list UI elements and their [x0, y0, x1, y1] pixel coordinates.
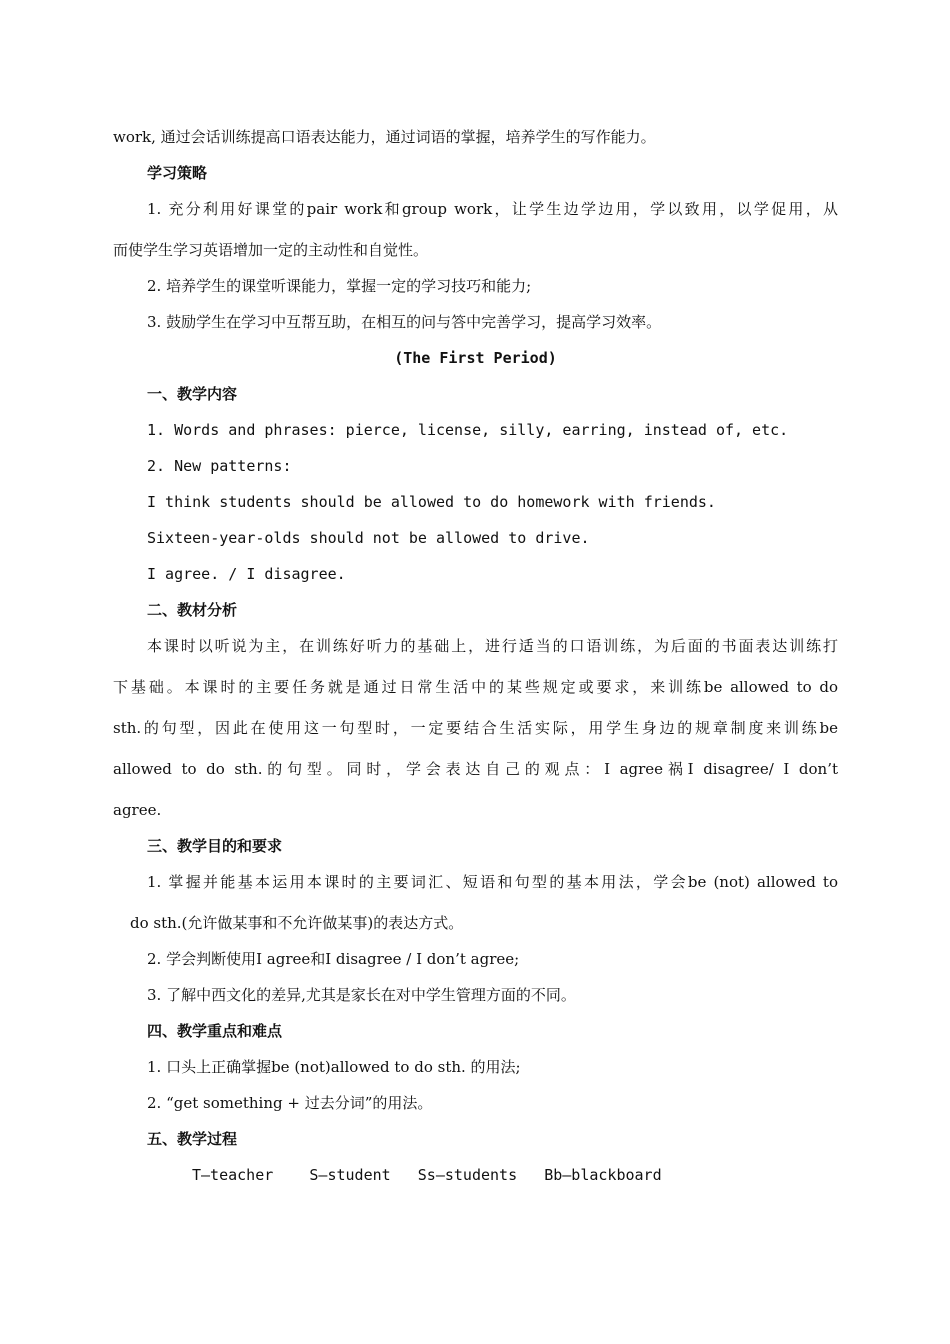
- period-title: (The First Period): [394, 349, 557, 367]
- paragraph-line: 2. 学会判断使用I agree和I disagree / I don’t agree;: [147, 950, 520, 968]
- paragraph-line: I think students should be allowed to do homework with friends.: [147, 493, 716, 511]
- paragraph-line: 本课时以听说为主，在训练好听力的基础上，进行适当的口语训练，为后面的书面表达训练打: [147, 637, 838, 655]
- paragraph-line: 1. 掌握并能基本运用本课时的主要词汇、短语和句型的基本用法，学会be (not) allowed to: [147, 873, 838, 891]
- section-heading: 四、教学重点和难点: [147, 1022, 283, 1040]
- paragraph-line: 而使学生学习英语增加一定的主动性和自觉性。: [113, 241, 429, 259]
- paragraph-line: 2. New patterns:: [147, 457, 292, 475]
- section-heading: 一、教学内容: [147, 385, 238, 403]
- paragraph-line: 下基础。本课时的主要任务就是通过日常生活中的某些规定或要求，来训练be allowed to do: [113, 678, 838, 696]
- paragraph-line: 1. 口头上正确掌握be (not)allowed to do sth. 的用法;: [147, 1058, 521, 1076]
- paragraph-line: 3. 了解中西文化的差异,尤其是家长在对中学生管理方面的不同。: [147, 986, 576, 1004]
- paragraph-line: work, 通过会话训练提高口语表达能力，通过词语的掌握，培养学生的写作能力。: [113, 128, 656, 146]
- paragraph-line: allowed to do sth.的句型。同时，学会表达自己的观点：I agree祸I disagree/ I don’t: [113, 760, 838, 778]
- paragraph-line: I agree. / I disagree.: [147, 565, 346, 583]
- section-heading: 学习策略: [147, 164, 208, 182]
- paragraph-line: Sixteen-year-olds should not be allowed to drive.: [147, 529, 590, 547]
- abbreviation-legend: T—teacher S—student Ss—students Bb—blackboard: [192, 1166, 662, 1184]
- section-heading: 二、教材分析: [147, 601, 238, 619]
- paragraph-line: agree.: [113, 801, 162, 819]
- paragraph-line: 1. Words and phrases: pierce, license, silly, earring, instead of, etc.: [147, 421, 789, 439]
- paragraph-line: 1. 充分利用好课堂的pair work和group work，让学生边学边用，学以致用，以学促用，从: [147, 200, 838, 218]
- paragraph-line: 2. “get something + 过去分词”的用法。: [147, 1094, 433, 1112]
- paragraph-line: do sth.(允许做某事和不允许做某事)的表达方式。: [130, 914, 464, 932]
- section-heading: 五、教学过程: [147, 1130, 238, 1148]
- section-heading: 三、教学目的和要求: [147, 837, 283, 855]
- paragraph-line: 3. 鼓励学生在学习中互帮互助，在相互的问与答中完善学习，提高学习效率。: [147, 313, 662, 331]
- paragraph-line: sth.的句型，因此在使用这一句型时，一定要结合生活实际，用学生身边的规章制度来训练be: [113, 719, 838, 737]
- paragraph-line: 2. 培养学生的课堂听课能力，掌握一定的学习技巧和能力;: [147, 277, 532, 295]
